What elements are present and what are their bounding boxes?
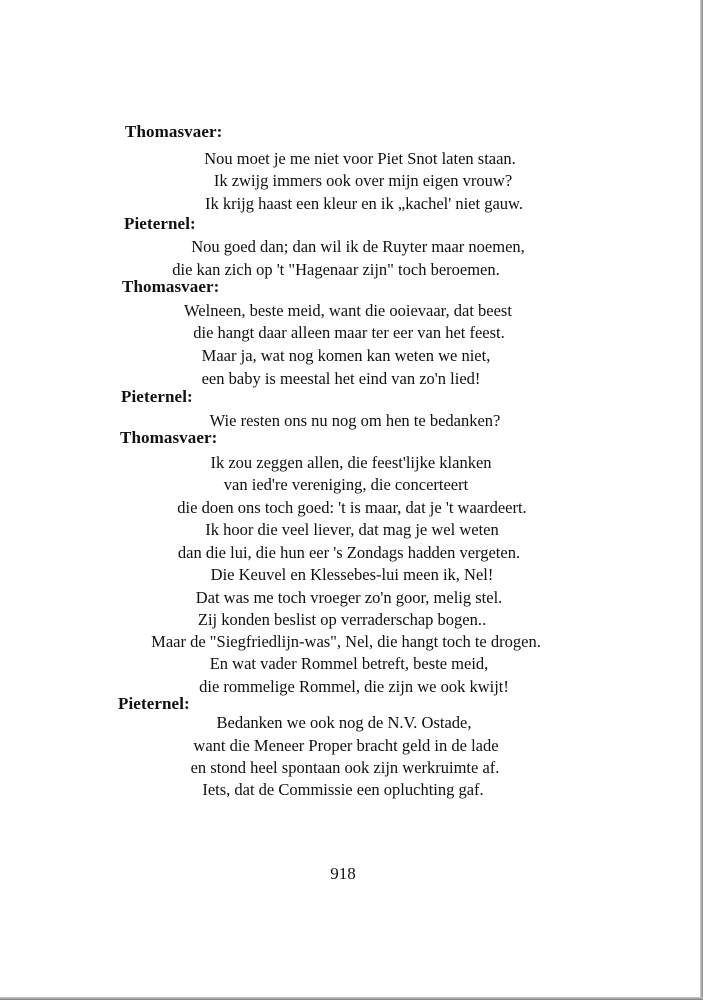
verse-line: Maar ja, wat nog komen kan weten we niet,	[201, 346, 491, 365]
verse-line: Die Keuvel en Klessebes-lui meen ik, Nel!	[210, 565, 494, 584]
page-number: 918	[330, 864, 356, 883]
speaker-label: Pieternel:	[118, 694, 190, 713]
verse-line: Dat was me toch vroeger zo'n goor, melig stel.	[195, 588, 503, 607]
verse-line: Ik zwijg immers ook over mijn eigen vrouw?	[213, 171, 513, 190]
verse-line: dan die lui, die hun eer 's Zondags hadden vergeten.	[177, 543, 521, 562]
verse-line: Wie resten ons nu nog om hen te bedanken?	[209, 411, 501, 430]
verse-line: die doen ons toch goed: 't is maar, dat je 't waardeert.	[177, 498, 527, 517]
verse-line: want die Meneer Proper bracht geld in de lade	[193, 736, 499, 755]
verse-line: en stond heel spontaan ook zijn werkruimte af.	[190, 758, 500, 777]
verse-line: Nou moet je me niet voor Piet Snot laten staan.	[204, 149, 516, 168]
verse-line: die rommelige Rommel, die zijn we ook kwijt!	[199, 677, 509, 696]
speaker-label: Thomasvaer:	[120, 428, 218, 447]
speaker-label: Pieternel:	[124, 214, 196, 233]
verse-line: Ik zou zeggen allen, die feest'lijke klanken	[210, 453, 492, 472]
verse-line: die hangt daar alleen maar ter eer van het feest.	[193, 323, 505, 342]
verse-line: een baby is meestal het eind van zo'n lied!	[201, 369, 481, 388]
verse-line: Iets, dat de Commissie een opluchting gaf.	[202, 780, 484, 799]
verse-line: Ik krijg haast een kleur en ik „kachel' niet gauw.	[204, 194, 524, 213]
speaker-label: Pieternel:	[121, 387, 193, 406]
verse-line: die kan zich op 't "Hagenaar zijn" toch beroemen.	[172, 260, 500, 279]
verse-line: Bedanken we ook nog de N.V. Ostade,	[216, 713, 472, 732]
verse-line: Maar de "Siegfriedlijn-was", Nel, die hangt toch te drogen.	[151, 632, 541, 651]
verse-line: van ied're vereniging, die concerteert	[223, 475, 469, 494]
speaker-label: Thomasvaer:	[122, 277, 220, 296]
speaker-label: Thomasvaer:	[125, 122, 223, 141]
verse-line: Ik hoor die veel liever, dat mag je wel weten	[205, 520, 499, 539]
verse-line: Welneen, beste meid, want die ooievaar, dat beest	[184, 301, 512, 320]
verse-line: Nou goed dan; dan wil ik de Ruyter maar noemen,	[191, 237, 525, 256]
verse-line: En wat vader Rommel betreft, beste meid,	[209, 654, 489, 673]
verse-line: Zij konden beslist op verraderschap bogen..	[197, 610, 487, 629]
